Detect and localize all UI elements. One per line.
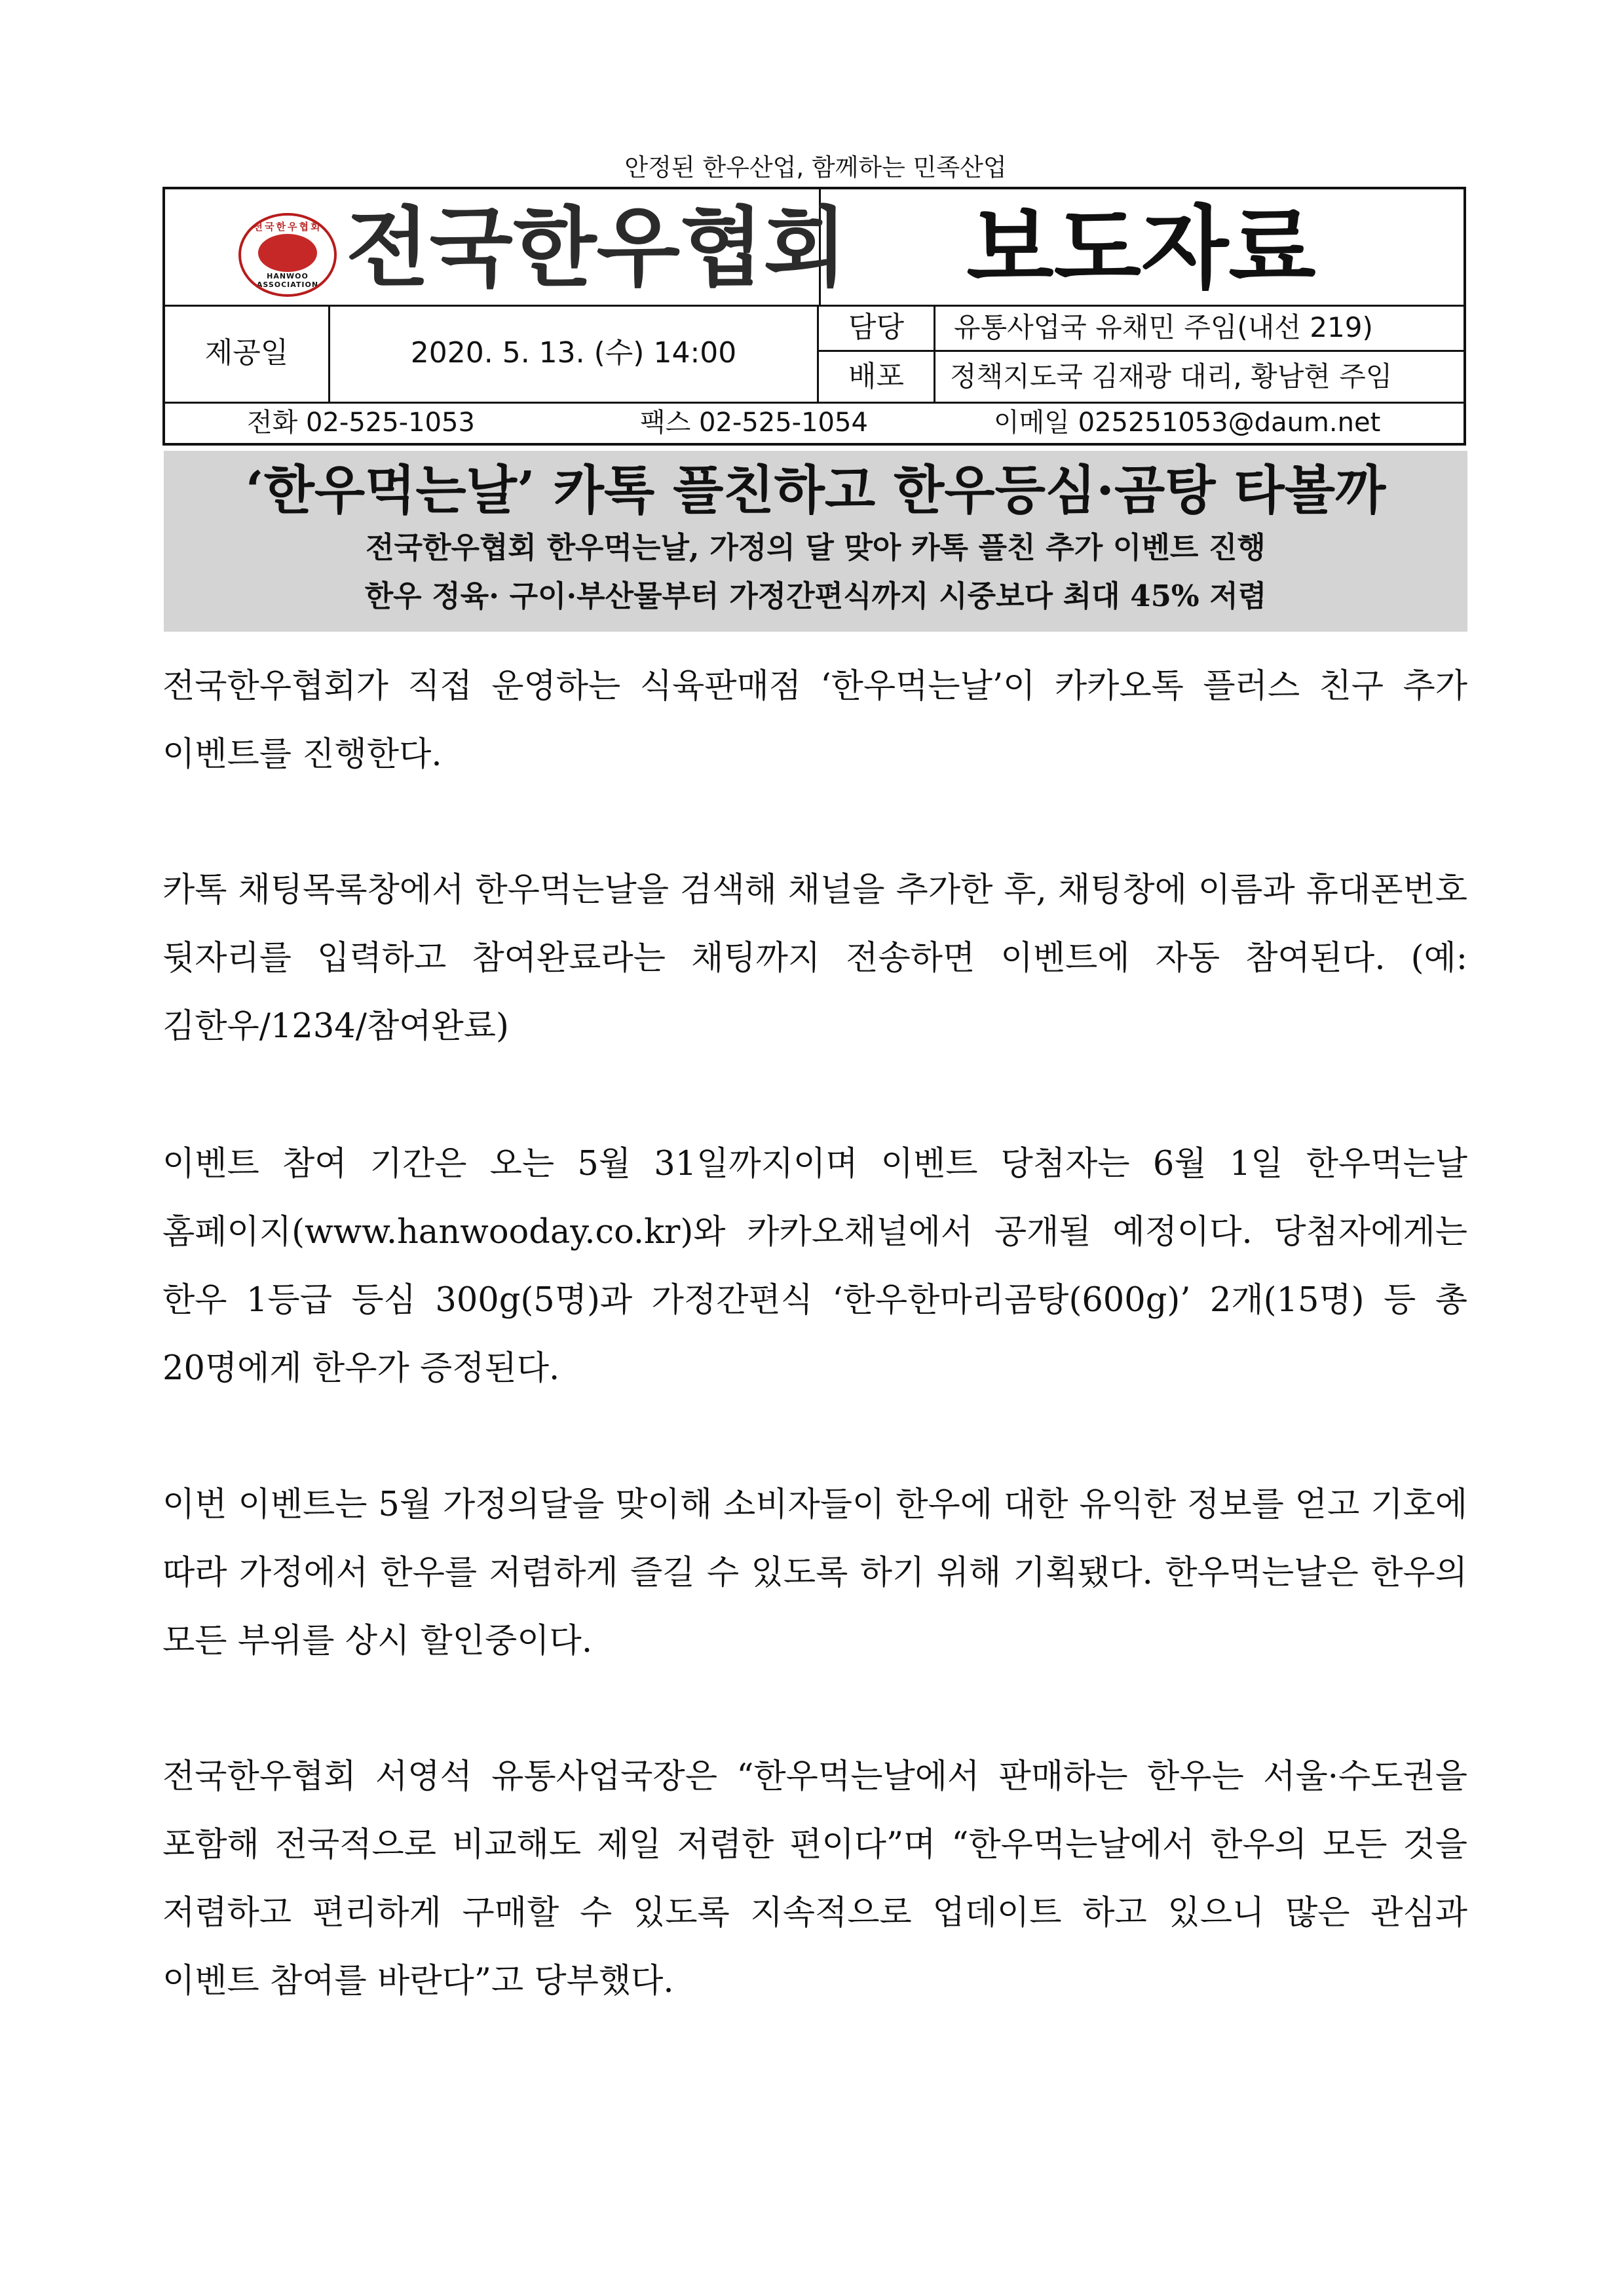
headline-title: ‘한우먹는날’ 카톡 플친하고 한우등심·곰탕 타볼까 [245,459,1386,521]
body-paragraph-2: 카톡 채팅목록창에서 한우먹는날을 검색해 채널을 추가한 후, 채팅창에 이름과 휴대폰번호 뒷자리를 입력하고 참여완료라는 채팅까지 전송하면 이벤트에 자동 참여된다. (예: 김한우/1234/참여완료) [162,871,1467,1046]
organization-name: 전국한우협회 [346,198,848,299]
logo-seal-text: 전국한우협회 [253,221,322,233]
logo-cell [165,189,848,305]
email-address: 이메일 025251053@daum.net [994,408,1381,438]
headline-box [164,451,1467,632]
body-paragraph-5: 전국한우협회 서영석 유통사업국장은 “한우먹는날에서 판매하는 한우는 서울·수도권을 포함해 전국적으로 비교해도 제일 저렴한 편이다”며 “한우먹는날에서 한우의 모든 것을 저렴하고 편리하게 구매할 수 있도록 지속적으로 업데이트 하고 있으니 많은 관심과 이벤트 참여를 바란다”고 당부했다. [162,1757,1467,2000]
body-paragraph-3: 이벤트 참여 기간은 오는 5월 31일까지이며 이벤트 당첨자는 6월 1일 한우먹는날 홈페이지(www.hanwooday.co.kr)와 카카오채널에서 공개될 예정이다. 당첨자에게는 한우 1등급 등심 300g(5명)과 가정간편식 ‘한우한마리곰탕(600g)’ 2개(15명) 등 총 20명에게 한우가 증정된다. [162,1145,1467,1388]
header-top-row [165,189,1463,307]
date-value: 2020. 5. 13. (수) 14:00 [330,305,819,402]
fax-number: 팩스 02-525-1054 [640,408,868,438]
headline-subtitle-1: 전국한우협회 한우먹는날, 가정의 달 맞아 카톡 플친 추가 이벤트 진행 [366,530,1266,565]
contact-value: 유통사업국 유채민 주임(내선 219) [935,305,1463,352]
title-cell [819,189,1463,305]
header-info-row [165,305,1463,404]
logo-english-text: HANWOO ASSOCIATION [256,272,319,289]
headline-subtitle-2: 한우 정육· 구이·부산물부터 가정간편식까지 시중보다 최대 45% 저렴 [364,579,1267,613]
body-paragraph-1: 전국한우협회가 직접 운영하는 식육판매점 ‘한우먹는날’이 카카오톡 플러스 친구 추가 이벤트를 진행한다. [162,667,1467,774]
contact-label: 담당 [819,305,935,352]
phone-number: 전화 02-525-1053 [247,408,475,438]
contact-info-row [165,402,1463,444]
cow-emblem-icon [258,234,317,272]
association-logo-icon [238,213,337,297]
body-paragraph-4: 이번 이벤트는 5월 가정의달을 맞이해 소비자들이 한우에 대한 유익한 정보를 얻고 기호에 따라 가정에서 한우를 저렴하게 즐길 수 있도록 하기 위해 기획됐다. 한우먹는날은 한우의 모든 부위를 상시 할인중이다. [162,1485,1467,1660]
date-label: 제공일 [165,305,330,402]
press-header [162,187,1466,446]
distribution-label: 배포 [819,352,935,402]
distribution-value: 정책지도국 김재광 대리, 황남현 주임 [950,360,1393,392]
document-type-title: 보도자료 [966,196,1316,301]
tagline: 안정된 한우산업, 함께하는 민족산업 [624,153,1007,182]
